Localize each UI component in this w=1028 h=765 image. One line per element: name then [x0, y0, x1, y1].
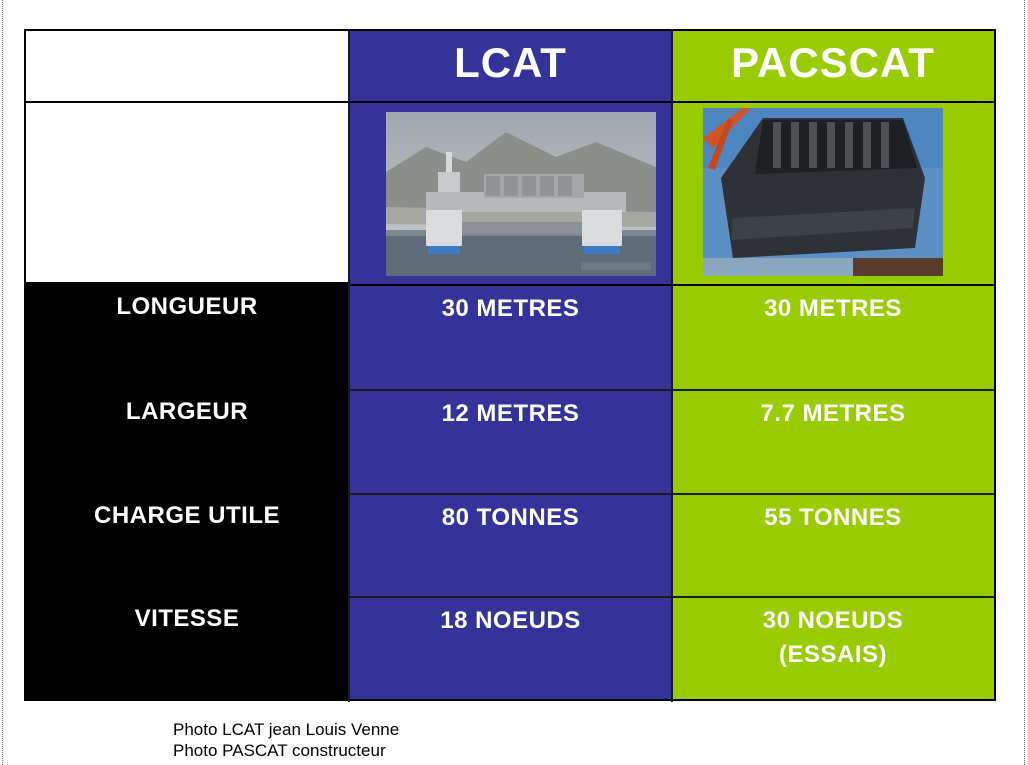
photo-row-empty-cell	[24, 101, 350, 284]
lcat-photo-cell	[349, 101, 672, 284]
pacscat-vitesse	[672, 596, 996, 701]
header-lcat: LCAT	[349, 29, 672, 101]
row-label-vitesse: VITESSE	[134, 605, 240, 632]
photo-credit-pacscat: Photo PASCAT constructeur	[173, 741, 386, 760]
row-label-charge-utile: CHARGE UTILE	[94, 502, 280, 529]
lcat-largeur: 12 METRES	[349, 389, 672, 493]
header-pacscat: PACSCAT	[672, 29, 996, 101]
column-divider-2	[671, 29, 673, 702]
lcat-catamaran-photo	[386, 112, 656, 276]
pacscat-landing-craft-photo	[703, 108, 943, 276]
page-edge-left	[2, 0, 3, 765]
pacscat-vitesse-note: (ESSAIS)	[778, 641, 887, 668]
photo-credit-lcat: Photo LCAT jean Louis Venne	[173, 720, 400, 739]
pacscat-photo-cell	[672, 101, 996, 284]
header-empty-cell	[24, 29, 350, 103]
column-divider-1	[348, 29, 350, 702]
pacscat-largeur: 7.7 METRES	[672, 389, 996, 493]
pacscat-vitesse-value: 30 NOEUDS	[762, 607, 904, 634]
lcat-longueur: 30 METRES	[349, 284, 672, 389]
pacscat-longueur: 30 METRES	[672, 284, 996, 389]
page-edge-right	[1024, 0, 1025, 765]
row-label-longueur: LONGUEUR	[116, 293, 258, 320]
pacscat-charge-utile: 55 TONNES	[672, 493, 996, 596]
lcat-vitesse: 18 NOEUDS	[349, 596, 672, 701]
lcat-charge-utile: 80 TONNES	[349, 493, 672, 596]
row-label-largeur: LARGEUR	[125, 398, 249, 425]
